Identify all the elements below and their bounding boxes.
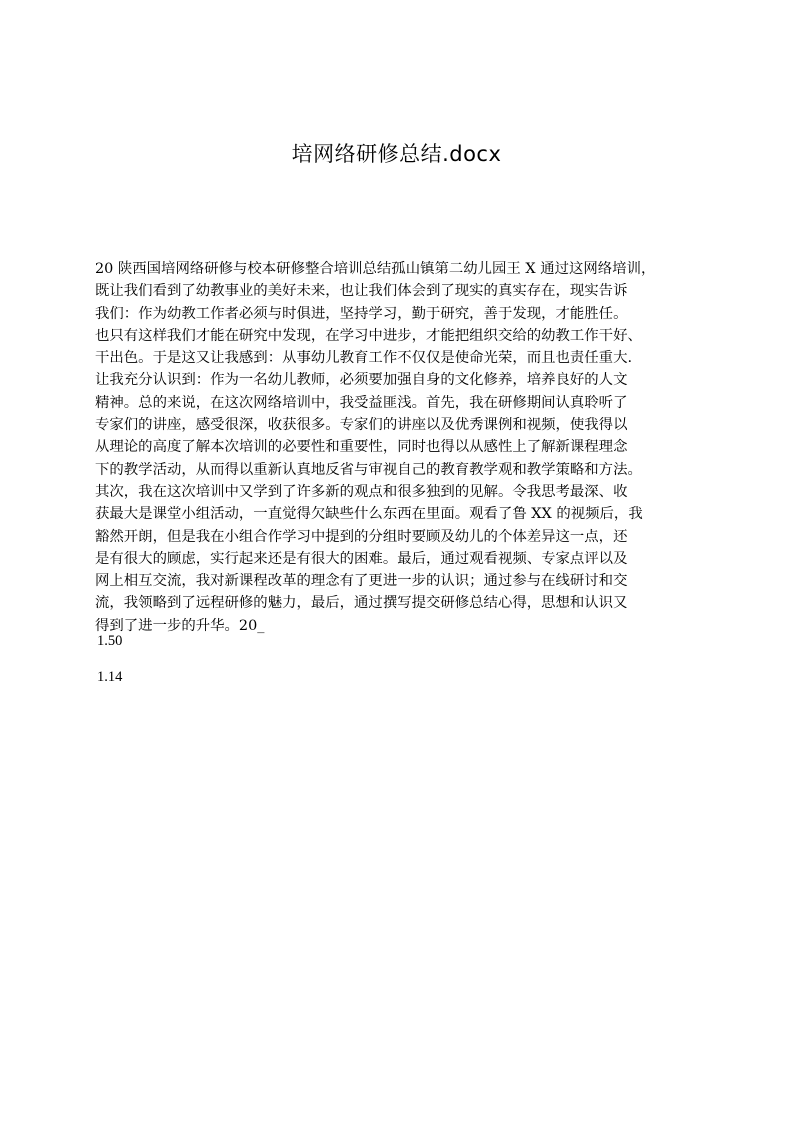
body-line: 豁然开朗，但是我在小组合作学习中提到的分组时要顾及幼儿的个体差异这一点，还 [95, 528, 628, 545]
body-line: 得到了进一步的升华。20_ [95, 617, 265, 634]
body-line: 下的教学活动，从而得以重新认真地反省与审视自己的教育教学观和教学策略和方法。 [95, 461, 642, 478]
body-line: 20 陕西国培网络研修与校本研修整合培训总结孤山镇第二幼儿园王 X 通过这网络培训， [95, 261, 656, 277]
body-line: 我们：作为幼教工作者必须与时俱进，坚持学习，勤于研究，善于发现，才能胜任。 [95, 305, 628, 322]
body-line: 获最大是课堂小组活动，一直觉得欠缺些什么东西在里面。观看了鲁 XX 的视频后，我 [95, 506, 643, 523]
body-line: 精神。总的来说，在这次网络培训中，我受益匪浅。首先，我在研修期间认真聆听了 [95, 394, 628, 411]
body-line: 其次，我在这次培训中又学到了许多新的观点和很多独到的见解。令我思考最深、收 [95, 483, 628, 500]
body-line: 流，我领略到了远程研修的魅力，最后，通过撰写提交研修总结心得，思想和认识又 [95, 595, 628, 612]
body-line: 是有很大的顾虑，实行起来还是有很大的困难。最后，通过观看视频、专家点评以及 [95, 550, 628, 567]
number-line-1: 1.50 [97, 633, 123, 649]
number-line-2: 1.14 [97, 669, 123, 685]
document-body [95, 258, 703, 637]
body-line: 专家们的讲座，感受很深，收获很多。专家们的讲座以及优秀课例和视频，使我得以 [95, 417, 628, 434]
body-line: 网上相互交流，我对新课程改革的理念有了更进一步的认识；通过参与在线研讨和交 [95, 573, 628, 590]
body-line: 让我充分认识到：作为一名幼儿教师，必须要加强自身的文化修养，培养良好的人文 [95, 372, 628, 389]
body-line: 也只有这样我们才能在研究中发现，在学习中进步，才能把组织交给的幼教工作干好、 [95, 327, 642, 344]
body-line: 既让我们看到了幼教事业的美好未来，也让我们体会到了现实的真实存在，现实告诉 [95, 283, 628, 300]
document-title: 培网络研修总结.docx [291, 142, 502, 166]
body-line: 从理论的高度了解本次培训的必要性和重要性，同时也得以从感性上了解新课程理念 [95, 439, 628, 456]
body-line: 干出色。于是这又让我感到：从事幼儿教育工作不仅仅是使命光荣，而且也责任重大. [95, 350, 633, 367]
